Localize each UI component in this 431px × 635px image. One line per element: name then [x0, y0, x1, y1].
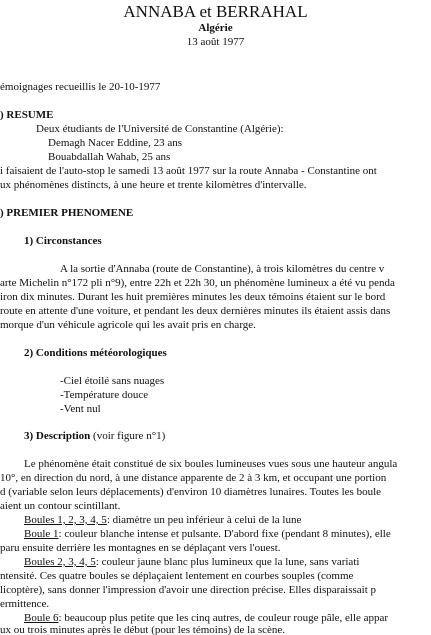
description-heading: 3) Description — [24, 430, 91, 442]
meteo-item: -Température douce — [60, 389, 149, 401]
boules-1-5-line — [24, 514, 301, 527]
resume-line: i faisaient de l'auto-stop le samedi 13 août 1977 sur la route Annaba - Constantine ont — [0, 165, 377, 177]
circonstances-heading: 1) Circonstances — [24, 235, 102, 247]
meteo-item: -Ciel étoilé sans nuages — [60, 375, 165, 387]
description-line: aient un contour scintillant. — [0, 500, 121, 512]
boule-6-line: ux ou trois minutes après le début (pour les témoins) de la scène. — [0, 624, 286, 635]
boule-1-line: paru ensuite derrière les montagnes en se déplaçant vers l'ouest. — [0, 542, 281, 554]
testimony-date-line: émoignages recueillis le 20-10-1977 — [0, 81, 161, 93]
boule-text: : couleur blanche intense et pulsante. D'abord fixe (pendant 8 minutes), elle — [58, 528, 391, 540]
boules-2-5-line: licoptère), sans donner l'impression d'avoir une direction précise. Elles disparaissait p — [0, 584, 377, 596]
meteo-heading: 2) Conditions météorologiques — [24, 347, 167, 359]
meteo-item: -Vent nul — [60, 403, 101, 415]
circonstances-line: route en attente d'une voiture, et pendant les deux dernières minutes ils étaient assis dans — [0, 305, 391, 317]
document-country: Algérie — [198, 22, 233, 34]
document-title: ANNABA et BERRAHAL — [123, 2, 308, 21]
boules-2-5-line — [24, 556, 359, 569]
resume-line: Demagh Nacer Eddine, 23 ans — [48, 137, 183, 149]
resume-line: ux phénomènes distincts, à une heure et trente kilomètres d'intervalle. — [0, 179, 307, 191]
boules-2-5-line: ermittence. — [0, 598, 50, 610]
description-line: 10°, en direction du nord, à une distance apparente de 2 à 3 km, et occupant une portion — [0, 472, 387, 484]
boules-label: Boules 1, 2, 3, 4, 5 — [24, 514, 107, 526]
circonstances-line: A la sortie d'Annaba (route de Constantine), à trois kilomètres du centre v — [60, 263, 385, 275]
description-line: d (variable selon leurs déplacements) d'environ 10 diamètres lunaires. Toutes les boule — [0, 486, 382, 498]
resume-line: Bouabdallah Wahab, 25 ans — [48, 151, 171, 163]
resume-heading: ) RESUME — [0, 109, 54, 121]
boule-label: Boule 6 — [24, 612, 59, 624]
circonstances-line: iron dix minutes. Durant les huit premières minutes les deux témoins étaient sur le bord — [0, 291, 386, 303]
document-date: 13 août 1977 — [186, 36, 245, 48]
boules-text: : diamètre un peu inférieur à celui de la lune — [106, 514, 302, 526]
description-line: Le phénomène était constitué de six boules lumineuses vues sous une hauteur angula — [24, 458, 398, 470]
boules-text: : couleur jaune blanc plus lumineux que la lune, sans variati — [95, 556, 360, 568]
premier-phenomene-heading: ) PREMIER PHENOMENE — [0, 207, 134, 219]
circonstances-line: arte Michelin n°172 pli n°9), entre 22h et 22h 30, un phénomène lumineux a été vu penda — [0, 277, 395, 289]
resume-line: Deux étudiants de l'Université de Constantine (Algérie): — [36, 123, 284, 135]
boule-1-line — [24, 528, 391, 541]
boule-text: : beaucoup plus petite que les cinq autres, de couleur rouge pâle, elle appar — [58, 612, 389, 624]
boule-label: Boule 1 — [24, 528, 59, 540]
description-heading-line — [24, 430, 165, 443]
boules-2-5-line: ntensité. Ces quatre boules se déplaçaient lentement en courbes souples (comme — [0, 570, 354, 582]
circonstances-line: morque d'un véhicule agricole qui les avait pris en charge. — [0, 319, 256, 331]
boules-label: Boules 2, 3, 4, 5 — [24, 556, 96, 568]
description-figure-note: (voir figure n°1) — [90, 430, 166, 442]
